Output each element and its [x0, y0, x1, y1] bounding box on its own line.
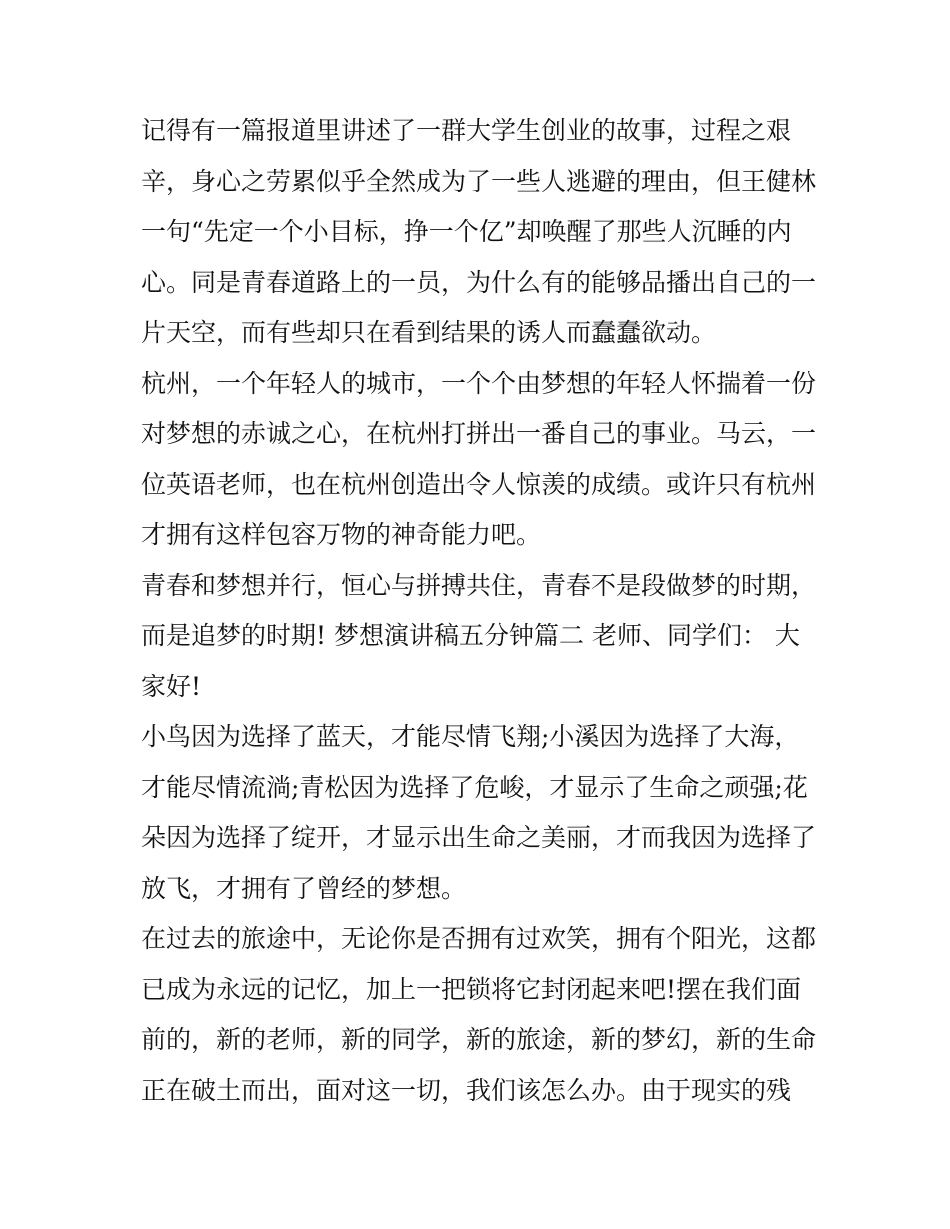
text-line-19: 前的，新的老师，新的同学，新的旅途，新的梦幻，新的生命: [141, 1025, 817, 1054]
text-line-5: 片天空，而有些却只在看到结果的诱人而蠢蠢欲动。: [141, 318, 717, 347]
text-line-1: 记得有一篇报道里讲述了一群大学生创业的故事，过程之艰: [141, 116, 792, 145]
text-line-4: 心。同是青春道路上的一员，为什么有的能够品播出自己的一: [141, 267, 817, 297]
text-line-3: 一句“先定一个小目标，挣一个亿”却唤醒了那些人沉睡的内: [141, 217, 792, 246]
text-line-2: 辛，身心之劳累似乎全然成为了一些人逃避的理由，但王健林: [141, 166, 817, 196]
text-line-9: 才拥有这样包容万物的神奇能力吧。: [141, 520, 542, 549]
text-line-20: 正在破土而出，面对这一切，我们该怎么办。由于现实的残: [141, 1075, 792, 1105]
text-line-13: 小鸟因为选择了蓝天，才能尽情飞翔;小溪因为选择了大海，: [141, 722, 800, 751]
text-line-12: 家好!: [141, 671, 202, 701]
document-body: [141, 106, 817, 1116]
text-line-10: 青春和梦想并行，恒心与拼搏共住，青春不是段做梦的时期，: [141, 570, 817, 600]
text-line-14: 才能尽情流淌;青松因为选择了危峻，才显示了生命之顽强;花: [141, 772, 808, 802]
text-line-11: 而是追梦的时期! 梦想演讲稿五分钟篇二 老师、同学们： 大: [141, 621, 800, 650]
text-line-16: 放飞，才拥有了曾经的梦想。: [141, 873, 467, 903]
text-line-7: 对梦想的赤诚之心，在杭州打拼出一番自己的事业。马云，一: [141, 419, 817, 448]
text-line-17: 在过去的旅途中，无论你是否拥有过欢笑，拥有个阳光，这都: [141, 924, 817, 953]
text-line-6: 杭州，一个年轻人的城市，一个个由梦想的年轻人怀揣着一份: [141, 368, 817, 398]
text-line-8: 位英语老师，也在杭州创造出令人惊羡的成绩。或许只有杭州: [141, 469, 817, 499]
text-line-18: 已成为永远的记忆，加上一把锁将它封闭起来吧!摆在我们面: [141, 974, 802, 1004]
text-line-15: 朵因为选择了绽开，才显示出生命之美丽，才而我因为选择了: [141, 823, 817, 852]
